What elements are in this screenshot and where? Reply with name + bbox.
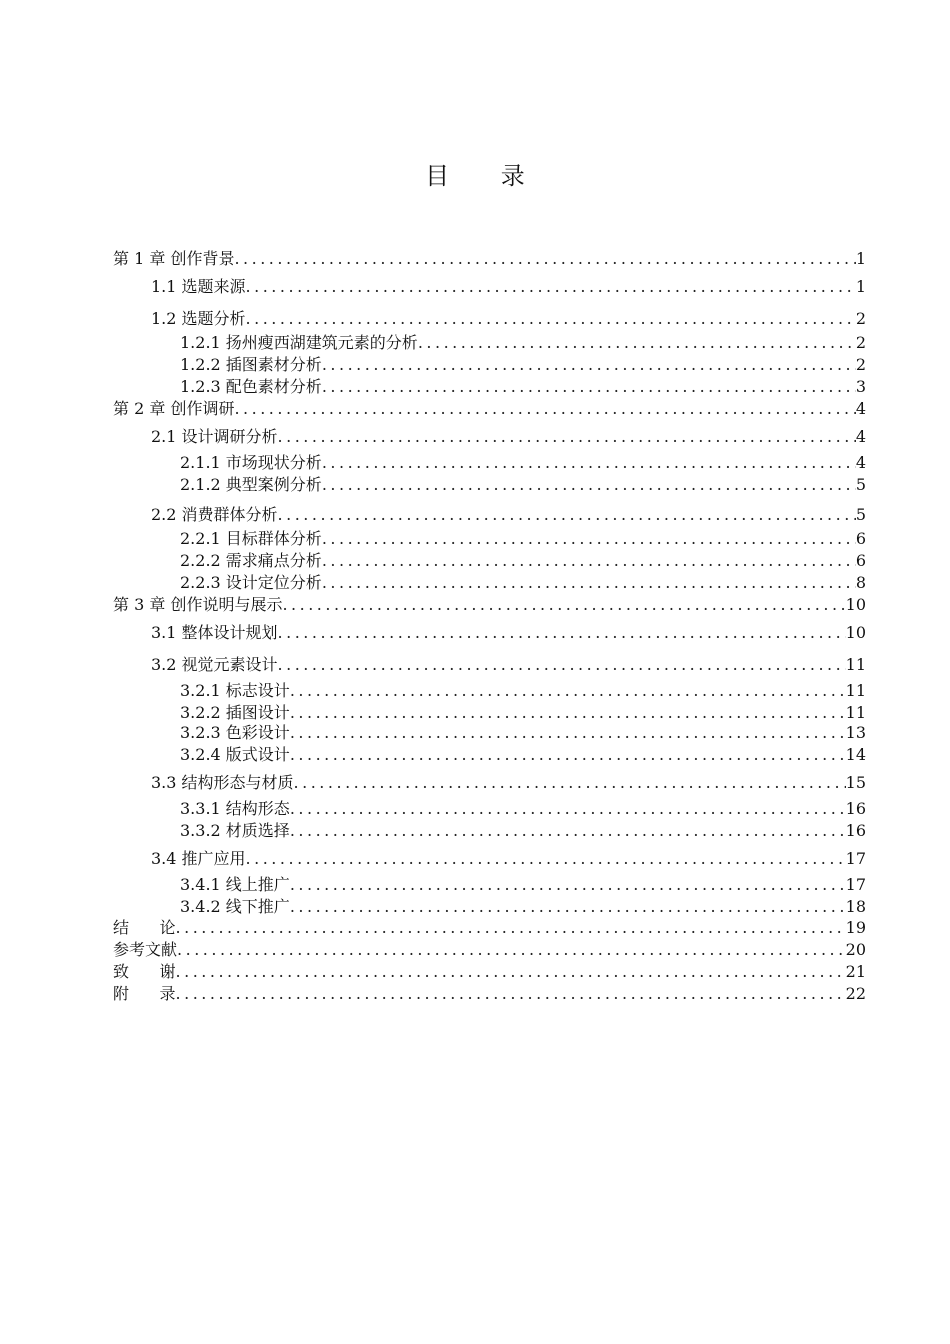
toc-leader: [290, 819, 846, 843]
toc-entry-label: 3.2 视觉元素设计: [151, 655, 278, 674]
toc-leader: [176, 960, 846, 984]
toc-entry[interactable]: [180, 819, 866, 843]
toc-entry-page: 4: [855, 453, 866, 472]
toc-title: 目 录: [425, 162, 547, 190]
toc-entry[interactable]: [113, 247, 866, 271]
toc-entry[interactable]: [151, 653, 866, 677]
toc-entry-label: 1.1 选题来源: [151, 277, 246, 296]
toc-entry-label: 2.2.2 需求痛点分析: [180, 551, 322, 570]
toc-entry-label: 3.4.2 线下推广: [180, 897, 290, 916]
toc-entry-page: 11: [845, 655, 866, 674]
toc-leader: [290, 797, 846, 821]
toc-entry-page: 17: [845, 849, 866, 868]
toc-entry[interactable]: [151, 503, 866, 527]
toc-entry-page: 17: [845, 875, 866, 894]
toc-entry[interactable]: [180, 375, 866, 399]
toc-leader: [246, 307, 856, 331]
toc-leader: [176, 982, 846, 1006]
toc-entry-page: 18: [845, 897, 866, 916]
toc-entry[interactable]: [151, 847, 866, 871]
toc-entry-page: 20: [845, 940, 866, 959]
toc-entry[interactable]: [113, 960, 866, 984]
toc-entry[interactable]: [151, 425, 866, 449]
toc-entry[interactable]: [113, 916, 866, 940]
toc-entry[interactable]: [151, 621, 866, 645]
toc-entry[interactable]: [180, 873, 866, 897]
toc-leader: [278, 503, 856, 527]
toc-entry-label: 2.1 设计调研分析: [151, 427, 278, 446]
toc-leader: [322, 451, 856, 475]
toc-leader: [246, 275, 856, 299]
toc-leader: [322, 527, 856, 551]
toc-leader: [246, 847, 846, 871]
toc-leader: [234, 397, 855, 421]
toc-entry-label: 1.2 选题分析: [151, 309, 246, 328]
toc-entry[interactable]: [180, 331, 866, 355]
toc-entry-page: 5: [855, 475, 866, 494]
toc-entry-label: 1.2.3 配色素材分析: [180, 377, 322, 396]
toc-entry-page: 16: [845, 821, 866, 840]
toc-entry-label: 3.3 结构形态与材质: [151, 773, 294, 792]
toc-entry-page: 6: [855, 529, 866, 548]
toc-leader: [282, 593, 845, 617]
toc-entry-page: 8: [855, 573, 866, 592]
toc-entry[interactable]: [180, 743, 866, 767]
toc-leader: [177, 938, 846, 962]
toc-entry-page: 4: [855, 399, 866, 418]
toc-entry-page: 5: [855, 505, 866, 524]
toc-leader: [290, 679, 846, 703]
toc-entry-label: 1.2.1 扬州瘦西湖建筑元素的分析: [180, 333, 418, 352]
toc-leader: [290, 743, 846, 767]
toc-entry-label: 3.2.1 标志设计: [180, 681, 290, 700]
toc-entry-page: 14: [845, 745, 866, 764]
toc-entry-label: 参考文献: [113, 940, 178, 959]
toc-entry-page: 16: [845, 799, 866, 818]
toc-entry[interactable]: [180, 679, 866, 703]
toc-entry-page: 2: [855, 309, 866, 328]
toc-entry-page: 10: [845, 595, 866, 614]
toc-entry-label: 3.2.3 色彩设计: [180, 723, 290, 742]
toc-entry-page: 4: [855, 427, 866, 446]
toc-entry[interactable]: [151, 275, 866, 299]
toc-entry-page: 19: [845, 918, 866, 937]
toc-entry-label: 附 录: [113, 984, 176, 1003]
toc-leader: [322, 549, 856, 573]
toc-entry-label: 3.4.1 线上推广: [180, 875, 290, 894]
toc-entry-page: 21: [845, 962, 866, 981]
toc-entry[interactable]: [180, 549, 866, 573]
toc-entry[interactable]: [180, 797, 866, 821]
toc-entry[interactable]: [180, 353, 866, 377]
toc-entry-label: 致 谢: [113, 962, 176, 981]
toc-leader: [278, 653, 846, 677]
toc-entry-page: 15: [845, 773, 866, 792]
toc-leader: [294, 771, 846, 795]
toc-entry-page: 22: [845, 984, 866, 1003]
toc-entry-label: 2.2.1 目标群体分析: [180, 529, 322, 548]
toc-entry[interactable]: [151, 771, 866, 795]
toc-leader: [322, 375, 856, 399]
toc-entry[interactable]: [113, 593, 866, 617]
toc-leader: [290, 721, 846, 745]
toc-entry[interactable]: [180, 527, 866, 551]
toc-entry[interactable]: [113, 397, 866, 421]
toc-entry-label: 第 3 章 创作说明与展示: [113, 595, 283, 614]
toc-entry-page: 1: [855, 249, 866, 268]
toc-leader: [234, 247, 855, 271]
toc-entry[interactable]: [180, 571, 866, 595]
toc-entry-label: 3.1 整体设计规划: [151, 623, 278, 642]
toc-entry-page: 11: [845, 703, 866, 722]
toc-entry[interactable]: [180, 451, 866, 475]
toc-entry-label: 3.3.2 材质选择: [180, 821, 290, 840]
toc-leader: [278, 621, 846, 645]
toc-leader: [418, 331, 856, 355]
toc-entry[interactable]: [151, 307, 866, 331]
toc-entry-label: 3.3.1 结构形态: [180, 799, 290, 818]
toc-leader: [322, 353, 856, 377]
toc-entry-page: 2: [855, 333, 866, 352]
toc-entry-label: 2.1.2 典型案例分析: [180, 475, 322, 494]
toc-entry[interactable]: [180, 473, 866, 497]
toc-leader: [176, 916, 846, 940]
toc-entry-page: 10: [845, 623, 866, 642]
toc-entry[interactable]: [113, 938, 866, 962]
toc-entry-label: 3.4 推广应用: [151, 849, 246, 868]
toc-entry-label: 1.2.2 插图素材分析: [180, 355, 322, 374]
toc-entry-page: 2: [855, 355, 866, 374]
toc-entry-label: 2.2.3 设计定位分析: [180, 573, 322, 592]
toc-entry-label: 2.2 消费群体分析: [151, 505, 278, 524]
toc-leader: [322, 571, 856, 595]
toc-entry[interactable]: [180, 721, 866, 745]
toc-leader: [290, 873, 846, 897]
toc-entry-page: 1: [855, 277, 866, 296]
toc-entry-label: 3.2.4 版式设计: [180, 745, 290, 764]
toc-entry[interactable]: [113, 982, 866, 1006]
toc-entry-page: 6: [855, 551, 866, 570]
toc-entry-page: 3: [855, 377, 866, 396]
toc-entry-label: 结 论: [113, 918, 176, 937]
toc-entry-label: 第 1 章 创作背景: [113, 249, 235, 268]
toc-entry-label: 第 2 章 创作调研: [113, 399, 235, 418]
toc-leader: [322, 473, 856, 497]
toc-entry-label: 2.1.1 市场现状分析: [180, 453, 322, 472]
toc-entry-page: 13: [845, 723, 866, 742]
toc-entry-page: 11: [845, 681, 866, 700]
toc-entry-label: 3.2.2 插图设计: [180, 703, 290, 722]
toc-leader: [278, 425, 856, 449]
